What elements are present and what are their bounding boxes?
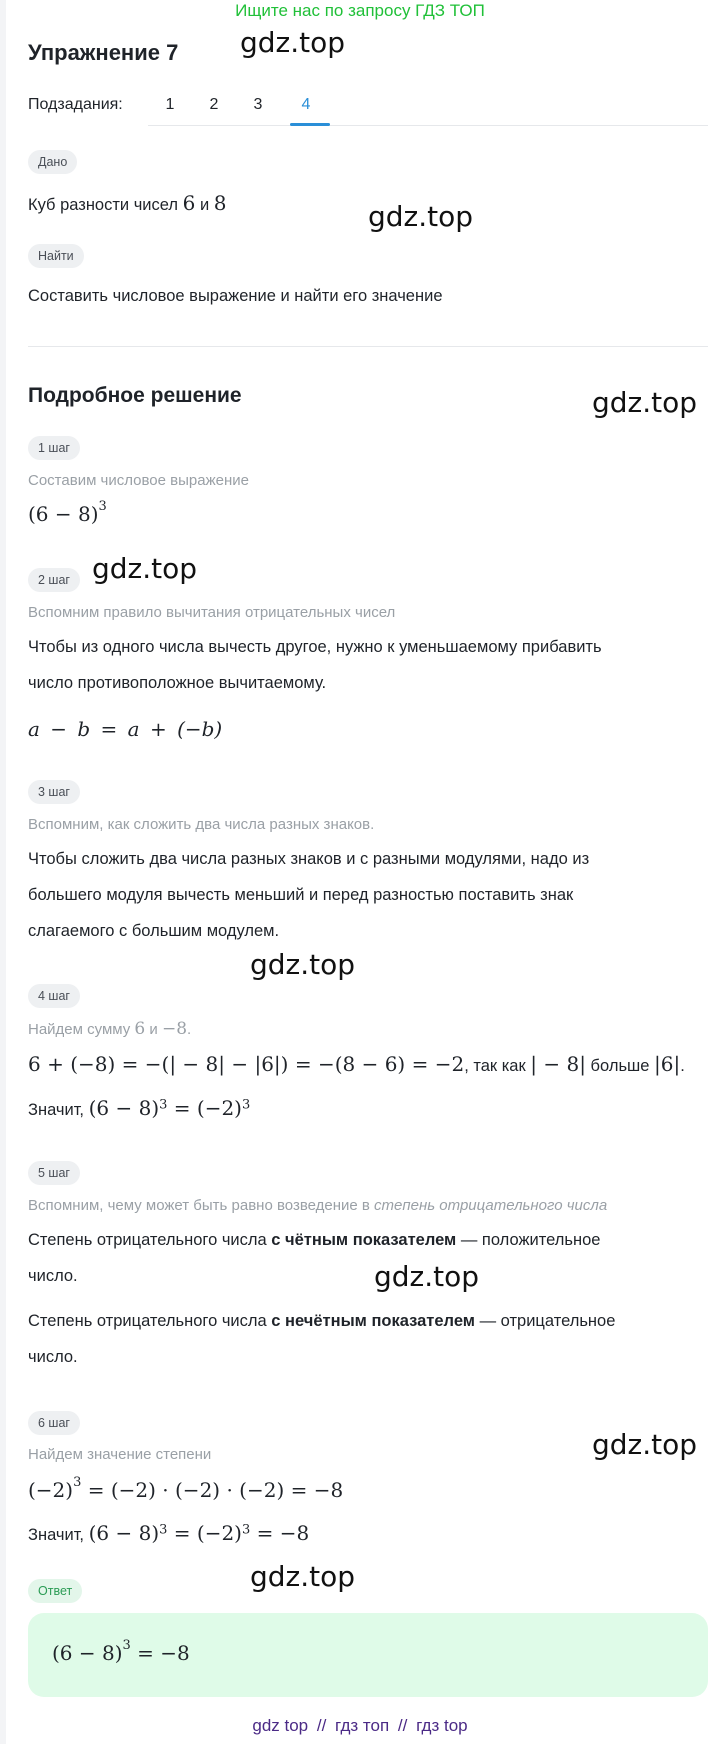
footer-sep: // xyxy=(397,1716,408,1735)
step-3-text-line-1: Чтобы сложить два числа разных знаков и с разными модулями, надо из xyxy=(28,850,590,868)
footer-links xyxy=(0,1716,720,1736)
hint-and: и xyxy=(145,1021,162,1038)
given-b: 8 xyxy=(213,191,227,215)
divider xyxy=(28,346,708,347)
given-a: 6 xyxy=(182,191,196,215)
step-1-chip: 1 шаг xyxy=(28,436,80,460)
step-4-calculation xyxy=(28,1052,685,1076)
step-1-expression xyxy=(28,499,107,526)
so-end: = −8 xyxy=(250,1521,310,1545)
tab-subtask-3[interactable]: 3 xyxy=(253,96,263,113)
solution-title: Подробное решение xyxy=(28,384,242,407)
calc-rest: = (−2) · (−2) · (−2) = −8 xyxy=(81,1478,344,1502)
step-5-paragraph-2 xyxy=(28,1312,615,1331)
so-exp-2: 3 xyxy=(241,1522,251,1538)
given-text xyxy=(28,191,226,215)
footer-link-2[interactable]: гдз топ xyxy=(335,1716,390,1735)
exercise-title: Упражнение 7 xyxy=(28,40,179,65)
answer-expression xyxy=(52,1638,190,1665)
answer-expr: (6 − 8) xyxy=(52,1641,123,1665)
hint-b: −8 xyxy=(161,1019,188,1039)
hint-end: . xyxy=(187,1021,192,1038)
step-2-text-line-1: Чтобы из одного числа вычесть другое, нужно к уменьшаемому прибавить xyxy=(28,638,602,656)
watermark: gdz.top xyxy=(368,200,474,233)
step-5-hint xyxy=(28,1197,607,1214)
answer-chip: Ответ xyxy=(28,1579,82,1603)
step-6-calculation xyxy=(28,1475,344,1502)
hint-italic: степень отрицательного числа xyxy=(374,1197,608,1214)
find-chip: Найти xyxy=(28,244,84,268)
step-3-chip: 3 шаг xyxy=(28,780,80,804)
watermark: gdz.top xyxy=(250,1560,356,1593)
so-eq: = (−2) xyxy=(167,1521,242,1545)
footer-link-1[interactable]: gdz top xyxy=(252,1716,309,1735)
p1-prefix: Степень отрицательного числа xyxy=(28,1231,272,1249)
watermark: gdz.top xyxy=(240,26,346,59)
subtasks-label: Подзадания: xyxy=(28,96,123,113)
given-and: и xyxy=(195,196,214,214)
watermark: gdz.top xyxy=(374,1260,480,1293)
step-3-hint: Вспомним, как сложить два числа разных знаков. xyxy=(28,816,375,833)
so-label: Значит, xyxy=(28,1101,89,1119)
answer-result: = −8 xyxy=(130,1641,190,1665)
step-3-text-line-3: слагаемого с большим модулем. xyxy=(28,922,280,940)
step-3-text-line-2: большего модуля вычесть меньший и перед разностью поставить знак xyxy=(28,886,574,904)
footer-link-3[interactable]: гдз top xyxy=(416,1716,468,1735)
left-border xyxy=(0,0,6,1744)
calc-more: больше xyxy=(585,1057,655,1075)
so-label: Значит, xyxy=(28,1526,89,1544)
tab-subtask-4[interactable]: 4 xyxy=(301,96,311,113)
calc-abs-1: | − 8| xyxy=(530,1052,586,1076)
so-expr: (6 − 8) xyxy=(88,1521,160,1545)
calc-exp: 3 xyxy=(73,1475,82,1491)
watermark: gdz.top xyxy=(592,1428,698,1461)
p2-suffix: — отрицательное xyxy=(475,1312,616,1330)
calc-mid: , так как xyxy=(464,1057,531,1075)
p1-bold: с чётным показателем xyxy=(271,1231,457,1249)
step-4-chip: 4 шаг xyxy=(28,984,80,1008)
so-expr: (6 − 8) xyxy=(88,1096,160,1120)
find-text: Составить числовое выражение и найти его значение xyxy=(28,287,443,305)
hint-prefix: Вспомним, чему может быть равно возведение в xyxy=(28,1197,375,1214)
step-6-chip: 6 шаг xyxy=(28,1411,80,1435)
exponent: 3 xyxy=(98,499,107,515)
search-banner[interactable]: Ищите нас по запросу ГДЗ ТОП xyxy=(235,1,485,20)
step-4-conclusion xyxy=(28,1096,250,1120)
tab-subtask-1[interactable]: 1 xyxy=(165,96,175,113)
footer-sep: // xyxy=(316,1716,327,1735)
p2-prefix: Степень отрицательного числа xyxy=(28,1312,272,1330)
step-5-paragraph-1-line-2: число. xyxy=(28,1267,78,1285)
calc-base: (−2) xyxy=(28,1478,74,1502)
step-5-paragraph-2-line-2: число. xyxy=(28,1348,78,1366)
expr: (6 − 8) xyxy=(28,502,99,526)
calc-abs-2: |6| xyxy=(654,1052,681,1076)
hint-a: 6 xyxy=(134,1019,146,1039)
given-prefix: Куб разности чисел xyxy=(28,196,183,214)
watermark: gdz.top xyxy=(250,948,356,981)
step-4-hint xyxy=(28,1019,191,1039)
step-6-conclusion xyxy=(28,1521,309,1545)
step-5-paragraph-1 xyxy=(28,1231,600,1250)
subtask-tabs xyxy=(148,90,708,126)
so-eq: = (−2) xyxy=(167,1096,242,1120)
step-2-text-line-2: число противоположное вычитаемому. xyxy=(28,674,327,692)
step-2-formula: a − b = a + (−b) xyxy=(28,717,223,741)
step-1-hint: Составим числовое выражение xyxy=(28,472,249,489)
so-exp-2: 3 xyxy=(241,1097,251,1113)
step-6-hint: Найдем значение степени xyxy=(28,1446,212,1463)
watermark: gdz.top xyxy=(92,552,198,585)
so-exp-1: 3 xyxy=(159,1097,168,1113)
answer-exp: 3 xyxy=(122,1638,131,1654)
watermark: gdz.top xyxy=(592,386,698,419)
tab-subtask-2[interactable]: 2 xyxy=(209,96,219,113)
given-chip: Дано xyxy=(28,150,77,174)
p2-bold: с нечётным показателем xyxy=(271,1312,475,1330)
step-2-chip: 2 шаг xyxy=(28,568,80,592)
step-2-hint: Вспомним правило вычитания отрицательных чисел xyxy=(28,604,396,621)
so-exp-1: 3 xyxy=(159,1522,168,1538)
step-5-chip: 5 шаг xyxy=(28,1161,80,1185)
hint-prefix: Найдем сумму xyxy=(28,1021,135,1038)
calc-expression: 6 + (−8) = −(| − 8| − |6|) = −(8 − 6) = −2 xyxy=(28,1052,465,1076)
p1-suffix: — положительное xyxy=(456,1231,601,1249)
active-tab-indicator xyxy=(290,123,330,126)
calc-end: . xyxy=(680,1057,685,1075)
